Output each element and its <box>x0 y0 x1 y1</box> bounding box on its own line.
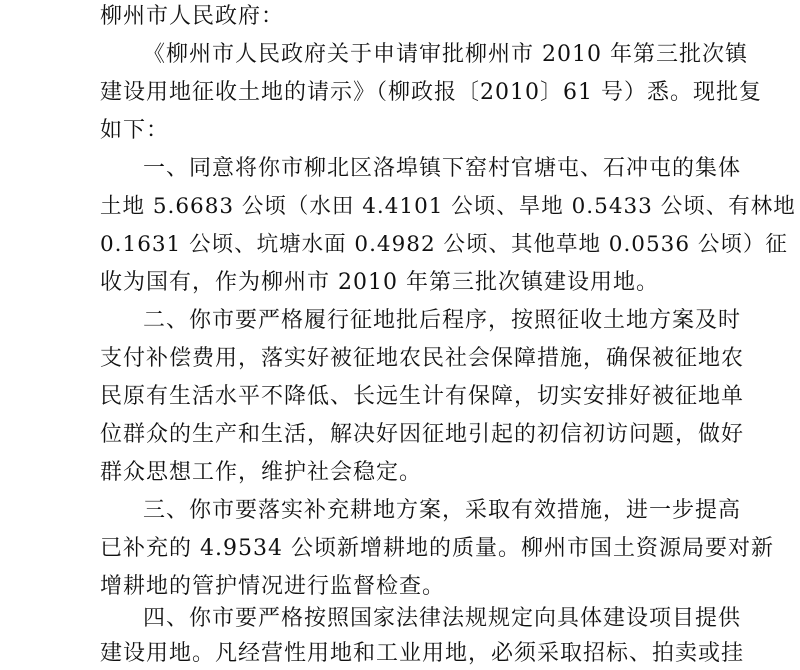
paragraph-line: 四、你市要严格按照国家法律法规规定向具体建设项目提供 <box>143 606 742 631</box>
paragraph-line: 如下： <box>100 118 170 143</box>
paragraph-line: 二、你市要严格履行征地批后程序，按照征收土地方案及时 <box>143 308 742 333</box>
paragraph-line: 民原有生活水平不降低、长远生计有保障，切实安排好被征地单 <box>100 384 745 409</box>
paragraph-line: 三、你市要落实补充耕地方案，采取有效措施，进一步提高 <box>143 498 742 523</box>
paragraph-line: 位群众的生产和生活，解决好因征地引起的初信初访问题，做好 <box>100 422 745 447</box>
paragraph-line: 已补充的 4.9534 公顷新增耕地的质量。柳州市国土资源局要对新 <box>100 536 774 561</box>
paragraph-line: 建设用地征收土地的请示》（柳政报〔2010〕61 号）悉。现批复 <box>100 80 762 105</box>
paragraph-line: 收为国有，作为柳州市 2010 年第三批次镇建设用地。 <box>100 270 659 295</box>
paragraph-line: 增耕地的管护情况进行监督检查。 <box>100 574 446 599</box>
salutation: 柳州市人民政府： <box>100 4 285 29</box>
paragraph-line: 支付补偿费用，落实好被征地农民社会保障措施，确保被征地农 <box>100 346 745 371</box>
paragraph-line: 群众思想工作，维护社会稳定。 <box>100 460 423 485</box>
paragraph-line: 0.1631 公顷、坑塘水面 0.4982 公顷、其他草地 0.0536 公顷）征 <box>100 232 788 257</box>
paragraph-line: 一、同意将你市柳北区洛埠镇下窑村官塘屯、石冲屯的集体 <box>143 156 742 181</box>
paragraph-line: 建设用地。凡经营性用地和工业用地，必须采取招标、拍卖或挂 <box>100 641 745 666</box>
paragraph-line: 《柳州市人民政府关于申请审批柳州市 2010 年第三批次镇 <box>143 42 748 67</box>
paragraph-line: 土地 5.6683 公顷（水田 4.4101 公顷、旱地 0.5433 公顷、有林地 <box>100 194 796 219</box>
